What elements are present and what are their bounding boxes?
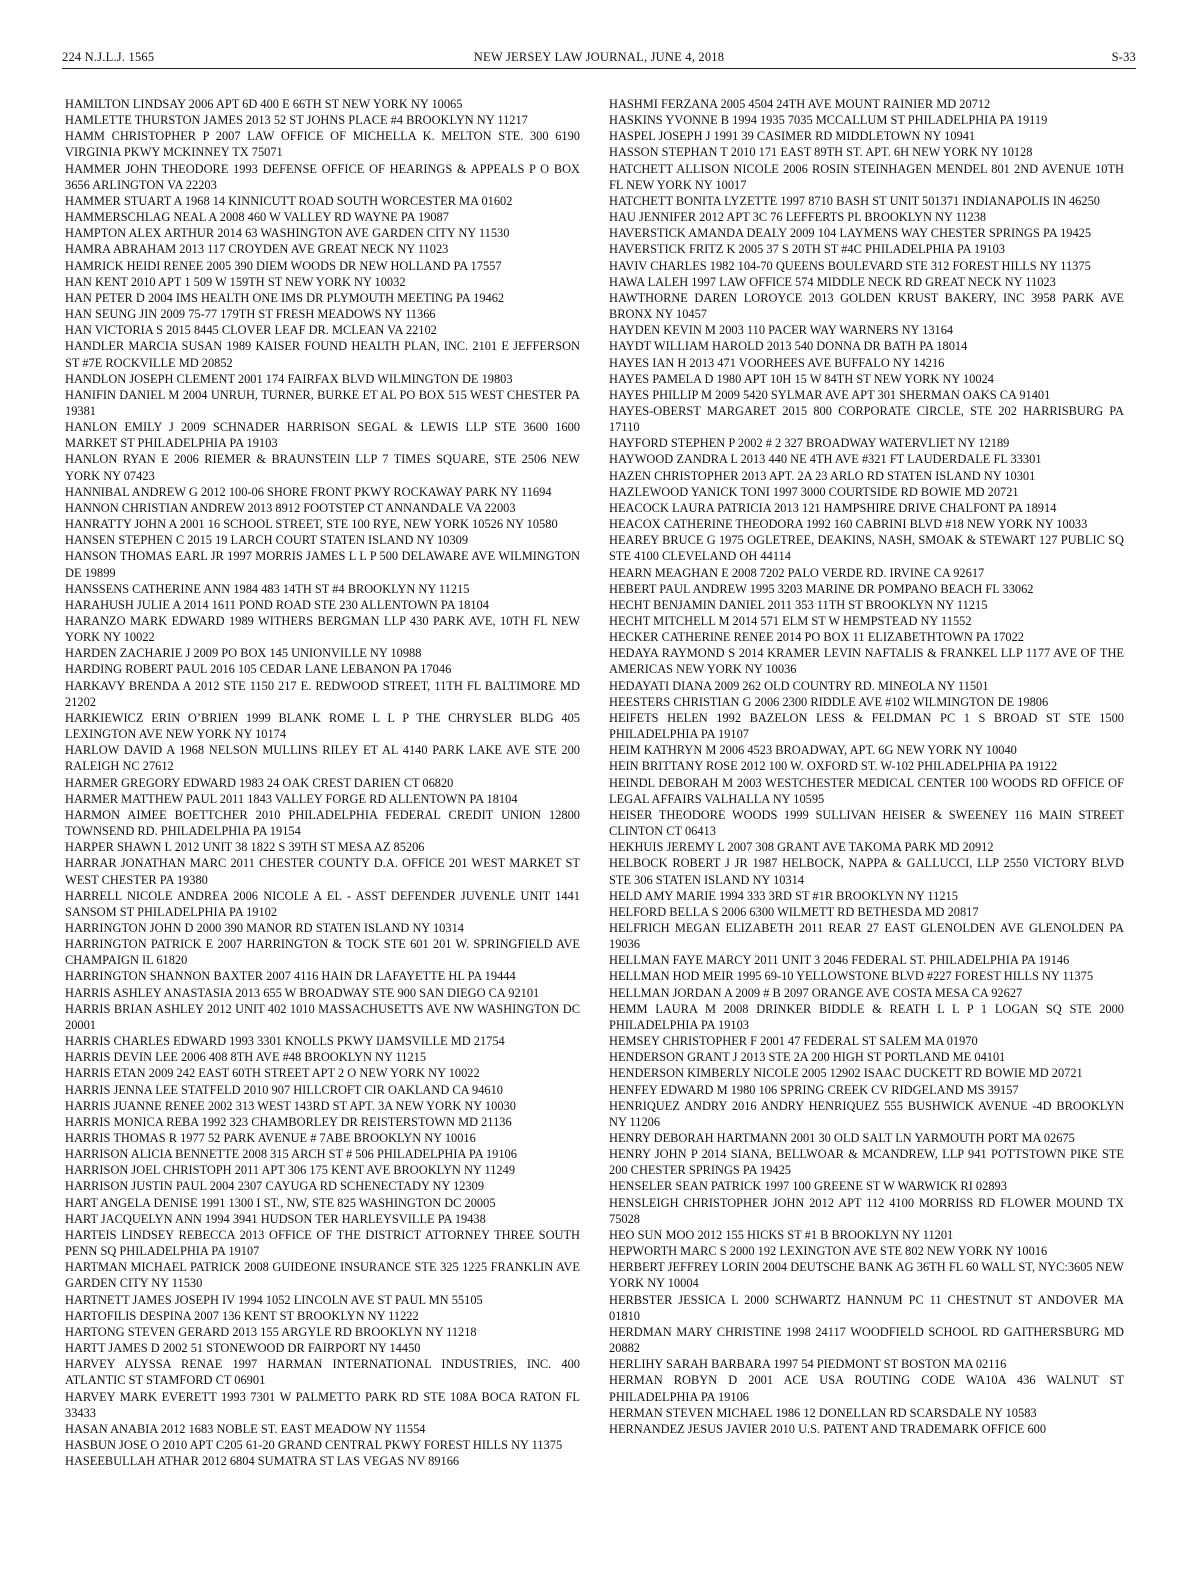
header-rule <box>62 68 1136 69</box>
directory-entry: HARRIS DEVIN LEE 2006 408 8TH AVE #48 BROOKLYN NY 11215 <box>65 1050 427 1065</box>
directory-entry: HARRISON ALICIA BENNETTE 2008 315 ARCH ST # 506 PHILADELPHIA PA 19106 <box>65 1147 517 1162</box>
directory-entry: HARRIS THOMAS R 1977 52 PARK AVENUE # 7ABE BROOKLYN NY 10016 <box>65 1131 476 1145</box>
directory-entry: HANIFIN DANIEL M 2004 UNRUH, TURNER, BURKE ET AL PO BOX 515 WEST CHESTER PA 19381 <box>65 387 580 418</box>
directory-entry: HANRATTY JOHN A 2001 16 SCHOOL STREET, STE 100 RYE, NEW YORK 10526 NY 10580 <box>65 517 558 532</box>
directory-entry: HELLMAN JORDAN A 2009 # B 2097 ORANGE AVE COSTA MESA CA 92627 <box>609 985 1023 1000</box>
directory-entry: HAWTHORNE DAREN LOROYCE 2013 GOLDEN KRUST BAKERY, INC 3958 PARK AVE BRONX NY 10457 <box>609 290 1124 322</box>
directory-entry: HAYES IAN H 2013 471 VOORHEES AVE BUFFALO NY 14216 <box>609 355 945 370</box>
directory-entry: HEISER THEODORE WOODS 1999 SULLIVAN HEISER & SWEENEY 116 MAIN STREET CLINTON CT 06413 <box>609 807 1124 839</box>
directory-entry: HAYES PHILLIP M 2009 5420 SYLMAR AVE APT 301 SHERMAN OAKS CA 91401 <box>609 387 1051 402</box>
directory-entry: HAYES-OBERST MARGARET 2015 800 CORPORATE CIRCLE, STE 202 HARRISBURG PA 17110 <box>609 403 1124 435</box>
directory-entry: HAN SEUNG JIN 2009 75-77 179TH ST FRESH MEADOWS NY 11366 <box>65 307 436 322</box>
directory-entry: HENDERSON GRANT J 2013 STE 2A 200 HIGH ST PORTLAND ME 04101 <box>609 1050 1006 1065</box>
directory-entry: HARTOFILIS DESPINA 2007 136 KENT ST BROOKLYN NY 11222 <box>65 1308 419 1323</box>
directory-entry: HAMMERSCHLAG NEAL A 2008 460 W VALLEY RD WAYNE PA 19087 <box>65 210 449 225</box>
directory-entry: HAYWOOD ZANDRA L 2013 440 NE 4TH AVE #321 FT LAUDERDALE FL 33301 <box>609 452 1042 467</box>
directory-entry: HELFORD BELLA S 2006 6300 WILMETT RD BETHESDA MD 20817 <box>609 904 979 919</box>
directory-entry: HARTNETT JAMES JOSEPH IV 1994 1052 LINCOLN AVE ST PAUL MN 55105 <box>65 1292 483 1307</box>
directory-entry: HEKHUIS JEREMY L 2007 308 GRANT AVE TAKOMA PARK MD 20912 <box>609 840 994 855</box>
directory-entry: HATCHETT ALLISON NICOLE 2006 ROSIN STEINHAGEN MENDEL 801 2ND AVENUE 10TH FL NEW YORK NY 10017 <box>609 161 1124 192</box>
directory-entry: HARAHUSH JULIE A 2014 1611 POND ROAD STE 230 ALLENTOWN PA 18104 <box>65 597 489 612</box>
directory-entry: HELFRICH MEGAN ELIZABETH 2011 REAR 27 EAST GLENOLDEN AVE GLENOLDEN PA 19036 <box>609 920 1124 952</box>
directory-entry: HARRINGTON SHANNON BAXTER 2007 4116 HAIN DR LAFAYETTE HL PA 19444 <box>65 969 516 984</box>
directory-entry: HEACOX CATHERINE THEODORA 1992 160 CABRINI BLVD #18 NEW YORK NY 10033 <box>609 517 1088 532</box>
directory-entry: HEPWORTH MARC S 2000 192 LEXINGTON AVE STE 802 NEW YORK NY 10016 <box>609 1244 1048 1259</box>
directory-entry: HARTMAN MICHAEL PATRICK 2008 GUIDEONE INSURANCE STE 325 1225 FRANKLIN AVE GARDEN CITY NY 11530 <box>65 1260 580 1291</box>
directory-entry: HEIM KATHRYN M 2006 4523 BROADWAY, APT. 6G NEW YORK NY 10040 <box>609 743 1017 758</box>
directory-entry: HEACOCK LAURA PATRICIA 2013 121 HAMPSHIRE DRIVE CHALFONT PA 18914 <box>609 500 1057 515</box>
directory-entry: HARRIS JENNA LEE STATFELD 2010 907 HILLCROFT CIR OAKLAND CA 94610 <box>65 1082 503 1097</box>
directory-entry: HARKAVY BRENDA A 2012 STE 1150 217 E. REDWOOD STREET, 11TH FL BALTIMORE MD 21202 <box>65 678 580 709</box>
directory-entry: HANNON CHRISTIAN ANDREW 2013 8912 FOOTSTEP CT ANNANDALE VA 22003 <box>65 500 516 515</box>
directory-entry: HAYFORD STEPHEN P 2002 # 2 327 BROADWAY WATERVLIET NY 12189 <box>609 436 1010 451</box>
page-header <box>62 50 1136 70</box>
directory-entry: HARKIEWICZ ERIN O’BRIEN 1999 BLANK ROME L L P THE CHRYSLER BLDG 405 LEXINGTON AVE NEW YORK NY 10174 <box>65 710 580 742</box>
directory-entry: HANDLON JOSEPH CLEMENT 2001 174 FAIRFAX BLVD WILMINGTON DE 19803 <box>65 371 513 386</box>
directory-entry: HANSSENS CATHERINE ANN 1984 483 14TH ST #4 BROOKLYN NY 11215 <box>65 581 470 596</box>
directory-entry: HARRIS ETAN 2009 242 EAST 60TH STREET APT 2 O NEW YORK NY 10022 <box>65 1066 480 1081</box>
directory-entry: HASSON STEPHAN T 2010 171 EAST 89TH ST. APT. 6H NEW YORK NY 10128 <box>609 145 1033 160</box>
directory-entry: HAYDT WILLIAM HAROLD 2013 540 DONNA DR BATH PA 18014 <box>609 339 968 354</box>
directory-entry: HARRAR JONATHAN MARC 2011 CHESTER COUNTY D.A. OFFICE 201 WEST MARKET ST WEST CHESTER PA 19380 <box>65 856 580 887</box>
directory-entry: HARPER SHAWN L 2012 UNIT 38 1822 S 39TH ST MESA AZ 85206 <box>65 840 425 855</box>
directory-entry: HARRIS BRIAN ASHLEY 2012 UNIT 402 1010 MASSACHUSETTS AVE NW WASHINGTON DC 20001 <box>65 1001 580 1032</box>
directory-entry: HAYDEN KEVIN M 2003 110 PACER WAY WARNERS NY 13164 <box>609 323 954 338</box>
page-number: S-33 <box>1111 50 1136 64</box>
directory-entry: HEAREY BRUCE G 1975 OGLETREE, DEAKINS, NASH, SMOAK & STEWART 127 PUBLIC SQ STE 4100 CLEVELAND OH 44114 <box>609 533 1124 564</box>
directory-entry: HAVERSTICK AMANDA DEALY 2009 104 LAYMENS WAY CHESTER SPRINGS PA 19425 <box>609 226 1092 241</box>
directory-entry: HERNANDEZ JESUS JAVIER 2010 U.S. PATENT AND TRADEMARK OFFICE 600 <box>609 1421 1047 1436</box>
directory-entry: HARVEY MARK EVERETT 1993 7301 W PALMETTO PARK RD STE 108A BOCA RATON FL 33433 <box>65 1389 580 1420</box>
directory-entry: HAN KENT 2010 APT 1 509 W 159TH ST NEW YORK NY 10032 <box>65 274 406 289</box>
directory-entry: HERBSTER JESSICA L 2000 SCHWARTZ HANNUM PC 11 CHESTNUT ST ANDOVER MA 01810 <box>609 1292 1124 1323</box>
directory-entry: HENRIQUEZ ANDRY 2016 ANDRY HENRIQUEZ 555 BUSHWICK AVENUE -4D BROOKLYN NY 11206 <box>609 1098 1124 1129</box>
directory-entry: HAWA LALEH 1997 LAW OFFICE 574 MIDDLE NECK RD GREAT NECK NY 11023 <box>609 274 1056 289</box>
directory-entry: HEDAYATI DIANA 2009 262 OLD COUNTRY RD. MINEOLA NY 11501 <box>609 678 989 693</box>
directory-entry: HARRISON JUSTIN PAUL 2004 2307 CAYUGA RD SCHENECTADY NY 12309 <box>65 1179 485 1194</box>
directory-entry: HEESTERS CHRISTIAN G 2006 2300 RIDDLE AVE #102 WILMINGTON DE 19806 <box>609 694 1049 709</box>
directory-entry: HASKINS YVONNE B 1994 1935 7035 MCCALLUM ST PHILADELPHIA PA 19119 <box>609 113 1048 128</box>
directory-entry: HERMAN ROBYN D 2001 ACE USA ROUTING CODE WA10A 436 WALNUT ST PHILADELPHIA PA 19106 <box>609 1373 1124 1404</box>
directory-entry: HENRY JOHN P 2014 SIANA, BELLWOAR & MCANDREW, LLP 941 POTTSTOWN PIKE STE 200 CHESTER SPRINGS PA 19425 <box>609 1147 1124 1178</box>
directory-entry: HERMAN STEVEN MICHAEL 1986 12 DONELLAN RD SCARSDALE NY 10583 <box>609 1405 1037 1420</box>
directory-entry: HARMER GREGORY EDWARD 1983 24 OAK CREST DARIEN CT 06820 <box>65 775 454 790</box>
directory-entry: HARRIS ASHLEY ANASTASIA 2013 655 W BROADWAY STE 900 SAN DIEGO CA 92101 <box>65 985 540 1000</box>
directory-entry: HASEEBULLAH ATHAR 2012 6804 SUMATRA ST LAS VEGAS NV 89166 <box>65 1454 460 1469</box>
directory-entry: HASPEL JOSEPH J 1991 39 CASIMER RD MIDDLETOWN NY 10941 <box>609 129 976 144</box>
directory-entry: HAYES PAMELA D 1980 APT 10H 15 W 84TH ST NEW YORK NY 10024 <box>609 371 994 386</box>
directory-entry: HAVERSTICK FRITZ K 2005 37 S 20TH ST #4C PHILADELPHIA PA 19103 <box>609 242 1005 257</box>
directory-entry: HAMM CHRISTOPHER P 2007 LAW OFFICE OF MICHELLA K. MELTON STE. 300 6190 VIRGINIA PKWY MCKINNEY TX 75071 <box>65 129 580 160</box>
directory-entry: HARRIS JUANNE RENEE 2002 313 WEST 143RD ST APT. 3A NEW YORK NY 10030 <box>65 1098 516 1113</box>
directory-entry: HAU JENNIFER 2012 APT 3C 76 LEFFERTS PL BROOKLYN NY 11238 <box>609 210 987 225</box>
directory-entry: HASBUN JOSE O 2010 APT C205 61-20 GRAND CENTRAL PKWY FOREST HILLS NY 11375 <box>65 1437 563 1452</box>
directory-entry: HERBERT JEFFREY LORIN 2004 DEUTSCHE BANK AG 36TH FL 60 WALL ST, NYC:3605 NEW YORK NY 10004 <box>609 1260 1124 1291</box>
directory-entry: HENDERSON KIMBERLY NICOLE 2005 12902 ISAAC DUCKETT RD BOWIE MD 20721 <box>609 1066 1083 1081</box>
directory-entry: HART JACQUELYN ANN 1994 3941 HUDSON TER HARLEYSVILLE PA 19438 <box>65 1211 486 1226</box>
right-column <box>609 96 1124 1437</box>
directory-entry: HAN PETER D 2004 IMS HEALTH ONE IMS DR PLYMOUTH MEETING PA 19462 <box>65 290 505 305</box>
directory-entry: HAMRA ABRAHAM 2013 117 CROYDEN AVE GREAT NECK NY 11023 <box>65 242 449 257</box>
directory-entry: HEDAYA RAYMOND S 2014 KRAMER LEVIN NAFTALIS & FRANKEL LLP 1177 AVE OF THE AMERICAS NEW YORK NY 10036 <box>609 646 1124 677</box>
directory-entry: HARTEIS LINDSEY REBECCA 2013 OFFICE OF THE DISTRICT ATTORNEY THREE SOUTH PENN SQ PHILADELPHIA PA 19107 <box>65 1227 580 1259</box>
directory-entry: HARTT JAMES D 2002 51 STONEWOOD DR FAIRPORT NY 14450 <box>65 1341 421 1356</box>
directory-entry: HERLIHY SARAH BARBARA 1997 54 PIEDMONT ST BOSTON MA 02116 <box>609 1357 1007 1372</box>
directory-entry: HAZEN CHRISTOPHER 2013 APT. 2A 23 ARLO RD STATEN ISLAND NY 10301 <box>609 468 1036 483</box>
directory-entry: HANLON RYAN E 2006 RIEMER & BRAUNSTEIN LLP 7 TIMES SQUARE, STE 2506 NEW YORK NY 07423 <box>65 452 580 483</box>
directory-entry: HARTONG STEVEN GERARD 2013 155 ARGYLE RD BROOKLYN NY 11218 <box>65 1324 477 1339</box>
directory-entry: HARRIS MONICA REBA 1992 323 CHAMBORLEY DR REISTERSTOWN MD 21136 <box>65 1114 512 1129</box>
directory-entry: HARMON AIMEE BOETTCHER 2010 PHILADELPHIA FEDERAL CREDIT UNION 12800 TOWNSEND RD. PHILADELPHIA PA 19154 <box>65 807 580 839</box>
directory-entry: HANDLER MARCIA SUSAN 1989 KAISER FOUND HEALTH PLAN, INC. 2101 E JEFFERSON ST #7E ROCKVILLE MD 20852 <box>65 339 580 370</box>
journal-title: NEW JERSEY LAW JOURNAL, JUNE 4, 2018 <box>473 50 725 64</box>
directory-entry: HENFEY EDWARD M 1980 106 SPRING CREEK CV RIDGELAND MS 39157 <box>609 1082 1019 1097</box>
directory-entry: HERDMAN MARY CHRISTINE 1998 24117 WOODFIELD SCHOOL RD GAITHERSBURG MD 20882 <box>609 1324 1124 1356</box>
directory-entry: HECHT MITCHELL M 2014 571 ELM ST W HEMPSTEAD NY 11552 <box>609 614 972 628</box>
directory-entry: HATCHETT BONITA LYZETTE 1997 8710 BASH ST UNIT 501371 INDIANAPOLIS IN 46250 <box>609 193 1100 208</box>
directory-entry: HARRELL NICOLE ANDREA 2006 NICOLE A EL - ASST DEFENDER JUVENLE UNIT 1441 SANSOM ST PHILADELPHIA PA 19102 <box>65 888 580 919</box>
directory-entry: HAMMER JOHN THEODORE 1993 DEFENSE OFFICE OF HEARINGS & APPEALS P O BOX 3656 ARLINGTON VA 22203 <box>65 161 580 192</box>
directory-entry: HAMLETTE THURSTON JAMES 2013 52 ST JOHNS PLACE #4 BROOKLYN NY 11217 <box>65 113 528 128</box>
directory-entry: HARDING ROBERT PAUL 2016 105 CEDAR LANE LEBANON PA 17046 <box>65 662 452 677</box>
directory-entry: HEMSEY CHRISTOPHER F 2001 47 FEDERAL ST SALEM MA 01970 <box>609 1034 978 1049</box>
directory-entry: HARRIS CHARLES EDWARD 1993 3301 KNOLLS PKWY IJAMSVILLE MD 21754 <box>65 1034 505 1049</box>
directory-entry: HEIN BRITTANY ROSE 2012 100 W. OXFORD ST. W-102 PHILADELPHIA PA 19122 <box>609 759 1058 774</box>
directory-entry: HARDEN ZACHARIE J 2009 PO BOX 145 UNIONVILLE NY 10988 <box>65 646 422 661</box>
directory-entry: HEMM LAURA M 2008 DRINKER BIDDLE & REATH L L P 1 LOGAN SQ STE 2000 PHILADELPHIA PA 19103 <box>609 1001 1124 1032</box>
directory-entry: HELBOCK ROBERT J JR 1987 HELBOCK, NAPPA & GALLUCCI, LLP 2550 VICTORY BLVD STE 306 STATEN ISLAND NY 10314 <box>609 856 1124 887</box>
directory-entry: HAMRICK HEIDI RENEE 2005 390 DIEM WOODS DR NEW HOLLAND PA 17557 <box>65 258 502 273</box>
directory-entry: HAN VICTORIA S 2015 8445 CLOVER LEAF DR. MCLEAN VA 22102 <box>65 323 437 338</box>
directory-entry: HARVEY ALYSSA RENAE 1997 HARMAN INTERNATIONAL INDUSTRIES, INC. 400 ATLANTIC ST STAMFORD CT 06901 <box>65 1357 580 1388</box>
directory-entry: HANLON EMILY J 2009 SCHNADER HARRISON SEGAL & LEWIS LLP STE 3600 1600 MARKET ST PHILADELPHIA PA 19103 <box>65 420 580 451</box>
directory-entry: HARRINGTON JOHN D 2000 390 MANOR RD STATEN ISLAND NY 10314 <box>65 920 464 935</box>
directory-entry: HANSEN STEPHEN C 2015 19 LARCH COURT STATEN ISLAND NY 10309 <box>65 533 469 548</box>
directory-entry: HECHT BENJAMIN DANIEL 2011 353 11TH ST BROOKLYN NY 11215 <box>609 597 988 612</box>
citation: 224 N.J.L.J. 1565 <box>62 50 155 64</box>
left-column <box>65 96 580 1469</box>
directory-entry: HENRY DEBORAH HARTMANN 2001 30 OLD SALT LN YARMOUTH PORT MA 02675 <box>609 1131 1075 1145</box>
directory-entry: HARMER MATTHEW PAUL 2011 1843 VALLEY FORGE RD ALLENTOWN PA 18104 <box>65 791 518 806</box>
directory-entry: HAMMER STUART A 1968 14 KINNICUTT ROAD SOUTH WORCESTER MA 01602 <box>65 193 513 208</box>
directory-entry: HEBERT PAUL ANDREW 1995 3203 MARINE DR POMPANO BEACH FL 33062 <box>609 581 1034 596</box>
directory-entry: HEARN MEAGHAN E 2008 7202 PALO VERDE RD. IRVINE CA 92617 <box>609 565 985 580</box>
directory-entry: HARANZO MARK EDWARD 1989 WITHERS BERGMAN LLP 430 PARK AVE, 10TH FL NEW YORK NY 10022 <box>65 614 580 645</box>
directory-entry: HEO SUN MOO 2012 155 HICKS ST #1 B BROOKLYN NY 11201 <box>609 1227 954 1242</box>
directory-entry: HASHMI FERZANA 2005 4504 24TH AVE MOUNT RAINIER MD 20712 <box>609 97 991 111</box>
directory-entry: HEINDL DEBORAH M 2003 WESTCHESTER MEDICAL CENTER 100 WOODS RD OFFICE OF LEGAL AFFAIRS VALHALLA NY 10595 <box>609 775 1124 806</box>
directory-entry: HAVIV CHARLES 1982 104-70 QUEENS BOULEVARD STE 312 FOREST HILLS NY 11375 <box>609 258 1091 273</box>
directory-entry: HAMILTON LINDSAY 2006 APT 6D 400 E 66TH ST NEW YORK NY 10065 <box>65 97 463 111</box>
directory-entry: HELLMAN HOD MEIR 1995 69-10 YELLOWSTONE BLVD #227 FOREST HILLS NY 11375 <box>609 969 1094 984</box>
directory-entry: HELLMAN FAYE MARCY 2011 UNIT 3 2046 FEDERAL ST. PHILADELPHIA PA 19146 <box>609 953 1070 968</box>
directory-entry: HECKER CATHERINE RENEE 2014 PO BOX 11 ELIZABETHTOWN PA 17022 <box>609 630 1024 645</box>
directory-entry: HELD AMY MARIE 1994 333 3RD ST #1R BROOKLYN NY 11215 <box>609 888 958 903</box>
directory-entry: HART ANGELA DENISE 1991 1300 I ST., NW, STE 825 WASHINGTON DC 20005 <box>65 1195 496 1210</box>
directory-entry: HENSELER SEAN PATRICK 1997 100 GREENE ST W WARWICK RI 02893 <box>609 1179 1007 1194</box>
directory-entry: HANSON THOMAS EARL JR 1997 MORRIS JAMES L L P 500 DELAWARE AVE WILMINGTON DE 19899 <box>65 549 580 580</box>
directory-entry: HANNIBAL ANDREW G 2012 100-06 SHORE FRONT PKWY ROCKAWAY PARK NY 11694 <box>65 484 552 499</box>
directory-entry: HARRISON JOEL CHRISTOPH 2011 APT 306 175 KENT AVE BROOKLYN NY 11249 <box>65 1163 516 1178</box>
directory-entry: HENSLEIGH CHRISTOPHER JOHN 2012 APT 112 4100 MORRISS RD FLOWER MOUND TX 75028 <box>609 1195 1124 1226</box>
directory-entry: HASAN ANABIA 2012 1683 NOBLE ST. EAST MEADOW NY 11554 <box>65 1421 426 1436</box>
directory-entry: HARLOW DAVID A 1968 NELSON MULLINS RILEY ET AL 4140 PARK LAKE AVE STE 200 RALEIGH NC 27612 <box>65 743 580 774</box>
directory-entry: HEIFETS HELEN 1992 BAZELON LESS & FELDMAN PC 1 S BROAD ST STE 1500 PHILADELPHIA PA 19107 <box>609 710 1124 742</box>
directory-entry: HARRINGTON PATRICK E 2007 HARRINGTON & TOCK STE 601 201 W. SPRINGFIELD AVE CHAMPAIGN IL 61820 <box>65 937 580 968</box>
directory-entry: HAZLEWOOD YANICK TONI 1997 3000 COURTSIDE RD BOWIE MD 20721 <box>609 484 1019 499</box>
directory-entry: HAMPTON ALEX ARTHUR 2014 63 WASHINGTON AVE GARDEN CITY NY 11530 <box>65 226 510 241</box>
